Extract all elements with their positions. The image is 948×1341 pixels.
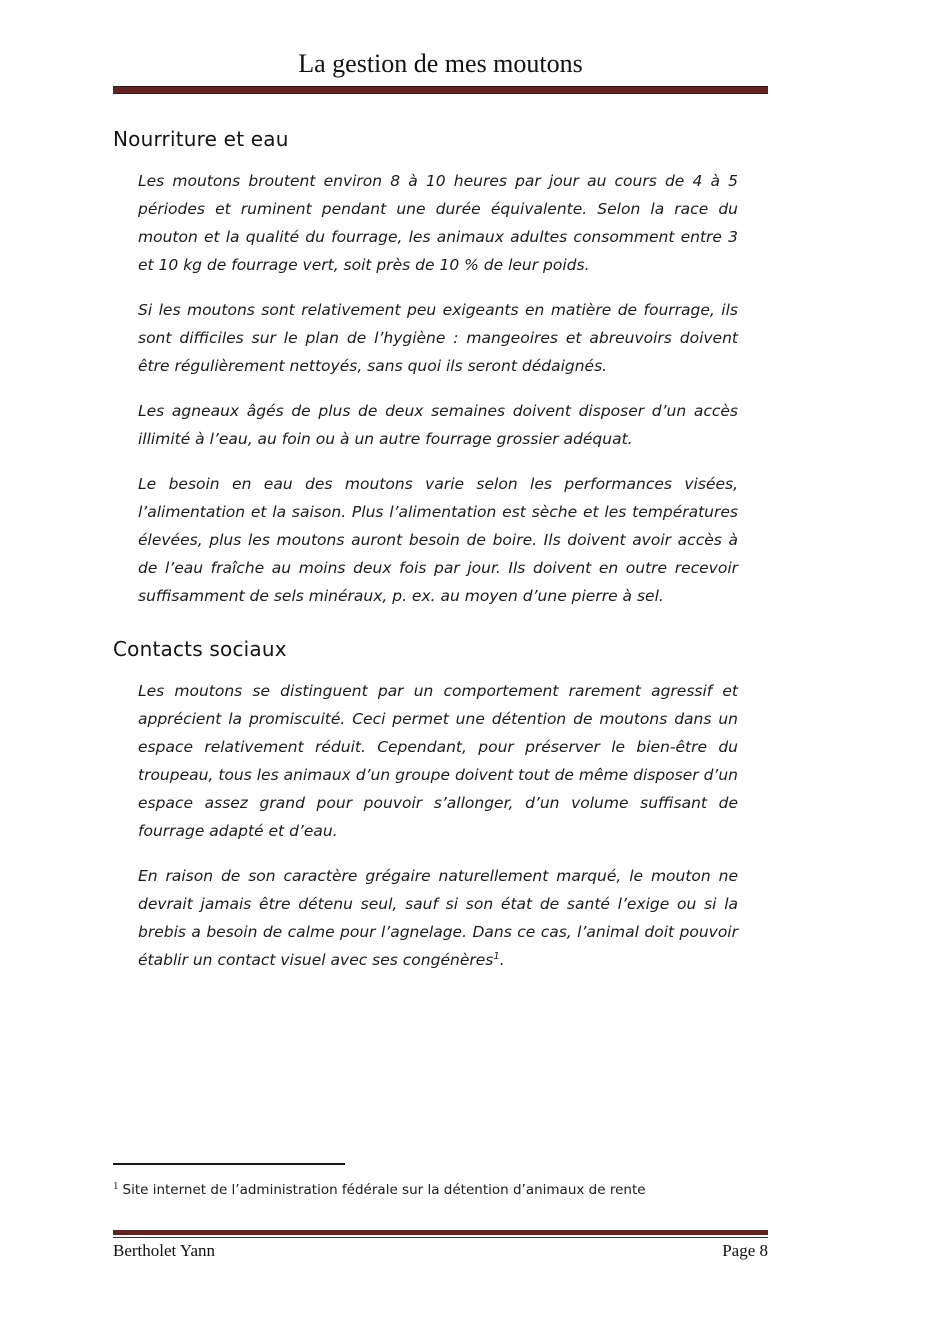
paragraph: Les moutons se distinguent par un comportement rarement agressif et apprécient la promiscuité. Ceci permet une détention de moutons dans un espace relativement réduit. Cependant, pour préserver le bien-être du troupeau, tous les animaux d’un groupe doivent tout de même disposer d’un espace assez grand pour pouvoir s’allonger, d’un volume suffisant de fourrage adapté et d’eau. — [138, 682, 738, 840]
paragraph: Les moutons broutent environ 8 à 10 heures par jour au cours de 4 à 5 périodes et ruminent pendant une durée équivalente. Selon la race du mouton et la qualité du fourrage, les animaux adultes consomment entre 3 et 10 kg de fourrage vert, soit près de 10 % de leur poids. — [138, 172, 738, 274]
paragraph: Les agneaux âgés de plus de deux semaines doivent disposer d’un accès illimité à l’eau, au foin ou à un autre fourrage grossier adéquat. — [138, 402, 738, 448]
paragraph-with-footnote-ref — [138, 862, 738, 974]
footer-author: Bertholet Yann — [113, 1241, 215, 1260]
paragraph: Si les moutons sont relativement peu exigeants en matière de fourrage, ils sont difficiles sur le plan de l’hygiène : mangeoires et abreuvoirs doivent être régulièrement nettoyés, sans quoi ils seront dédaignés. — [138, 301, 738, 375]
footnote — [113, 1180, 768, 1200]
footer-page-number: Page 8 — [722, 1241, 768, 1260]
footer-divider-rule-thin — [113, 1237, 768, 1238]
footnote-text: Site internet de l’administration fédérale sur la détention d’animaux de rente — [122, 1182, 646, 1198]
section-heading-nourriture: Nourriture et eau — [113, 127, 289, 151]
paragraph: Le besoin en eau des moutons varie selon les performances visées, l’alimentation et la saison. Plus l’alimentation est sèche et les températures élevées, plus les moutons auront besoin de boire. Ils doivent avoir accès à de l’eau fraîche au moins deux fois par jour. Ils doivent en outre recevoir suffisamment de sels minéraux, p. ex. au moyen d’une pierre à sel. — [138, 475, 738, 605]
document-title: La gestion de mes moutons — [298, 49, 583, 78]
footnote-reference: 1 — [493, 950, 500, 962]
header-divider-rule — [113, 86, 768, 94]
footnote-separator-line — [113, 1163, 345, 1165]
footnote-marker: 1 — [113, 1179, 119, 1192]
page-content — [113, 0, 768, 991]
section-heading-contacts: Contacts sociaux — [113, 637, 287, 661]
paragraph-period: . — [499, 951, 505, 969]
paragraph-text: En raison de son caractère grégaire naturellement marqué, le mouton ne devrait jamais être détenu seul, sauf si son état de santé l’exige ou si la brebis a besoin de calme pour l’agnelage. Dans ce cas, l’animal doit pouvoir établir un contact visuel avec ses congénères — [138, 867, 738, 969]
page-footer — [113, 1241, 768, 1261]
footer-divider-rule-thick — [113, 1230, 768, 1235]
